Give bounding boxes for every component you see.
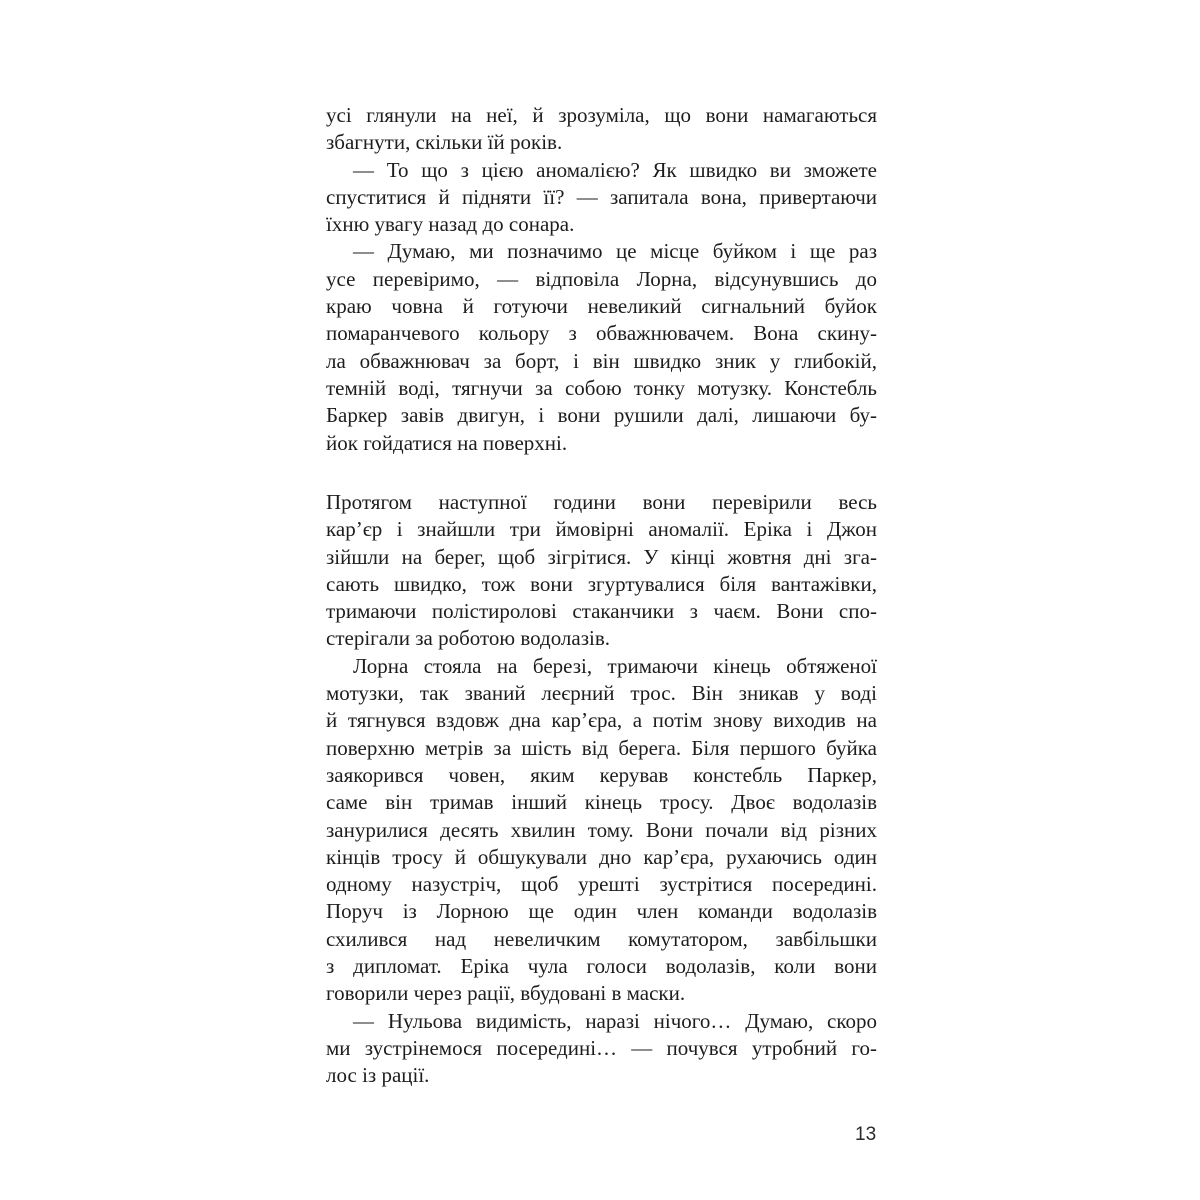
text-line: — Нульова видимість, наразі нічого… Думаю, скоро: [353, 1008, 877, 1033]
text-line: помаранчевого кольору з обважнювачем. Вона скину-: [326, 321, 877, 346]
text-line: усі глянули на неї, й зрозуміла, що вони намагаються: [326, 103, 877, 127]
text-line: Поруч із Лорною ще один член команди водолазів: [326, 899, 877, 924]
text-line: спуститися й підняти її? — запитала вона, привертаючи: [326, 184, 877, 209]
text-line: збагнути, скільки їй років.: [326, 130, 563, 155]
text-line: темній воді, тягнучи за собою тонку мотузку. Констебль: [326, 375, 877, 400]
text-line: саме він тримав інший кінець тросу. Двоє водолазів: [326, 790, 877, 815]
text-line: їхню увагу назад до сонара.: [326, 212, 575, 237]
text-line: схилився над невеличким комутатором, завбільшки: [326, 926, 877, 951]
text-line: Лорна стояла на березі, тримаючи кінець обтяженої: [353, 653, 877, 678]
text-line: — То що з цією аномалією? Як швидко ви зможете: [353, 157, 877, 182]
text-line: ла обважнювач за борт, і він швидко зник у глибокій,: [326, 348, 877, 373]
text-line: Баркер завів двигун, і вони рушили далі, лишаючи бу-: [326, 403, 877, 428]
text-line: кар’єр і знайшли три ймовірні аномалії. Еріка і Джон: [326, 517, 877, 542]
text-line: поверхню метрів за шість від берега. Біля першого буйка: [326, 735, 877, 760]
text-line: тримаючи полістиролові стаканчики з чаєм. Вони спо-: [326, 599, 877, 624]
text-line: ми зустрінемося посередині… — почувся утробний го-: [326, 1035, 877, 1060]
text-line: йок гойдатися на поверхні.: [326, 430, 568, 455]
text-line: мотузки, так званий леєрний трос. Він зникав у воді: [326, 681, 877, 706]
text-line: говорили через рації, вбудовані в маски.: [326, 981, 686, 1006]
text-line: — Думаю, ми позначимо це місце буйком і ще раз: [353, 239, 877, 264]
text-line: й тягнувся вздовж дна кар’єра, а потім знову виходив на: [326, 708, 877, 733]
text-line: занурилися десять хвилин тому. Вони почали від різних: [326, 817, 877, 842]
text-line: сають швидко, тож вони згуртувалися біля вантажівки,: [326, 571, 877, 596]
text-line: усе перевіримо, — відповіла Лорна, відсунувшись до: [326, 266, 877, 291]
text-line: лос із рації.: [326, 1063, 430, 1088]
page-number: 13: [855, 1124, 877, 1145]
text-line: зійшли на берег, щоб зігрітися. У кінці жовтня дні зга-: [326, 544, 877, 569]
text-line: краю човна й готуючи невеликий сигнальний буйок: [326, 294, 877, 319]
text-line: одному назустріч, щоб урешті зустрітися посередині.: [326, 872, 877, 897]
text-line: заякорився човен, яким керував констебль Паркер,: [326, 762, 877, 787]
text-line: кінців тросу й обшукували дно кар’єра, рухаючись один: [326, 844, 877, 869]
text-line: Протягом наступної години вони перевірили весь: [326, 490, 877, 514]
text-block-bottom: [326, 489, 877, 1090]
text-line: з дипломат. Еріка чула голоси водолазів, коли вони: [326, 954, 877, 979]
text-block-top: [326, 102, 877, 457]
text-line: стерігали за роботою водолазів.: [326, 626, 611, 651]
